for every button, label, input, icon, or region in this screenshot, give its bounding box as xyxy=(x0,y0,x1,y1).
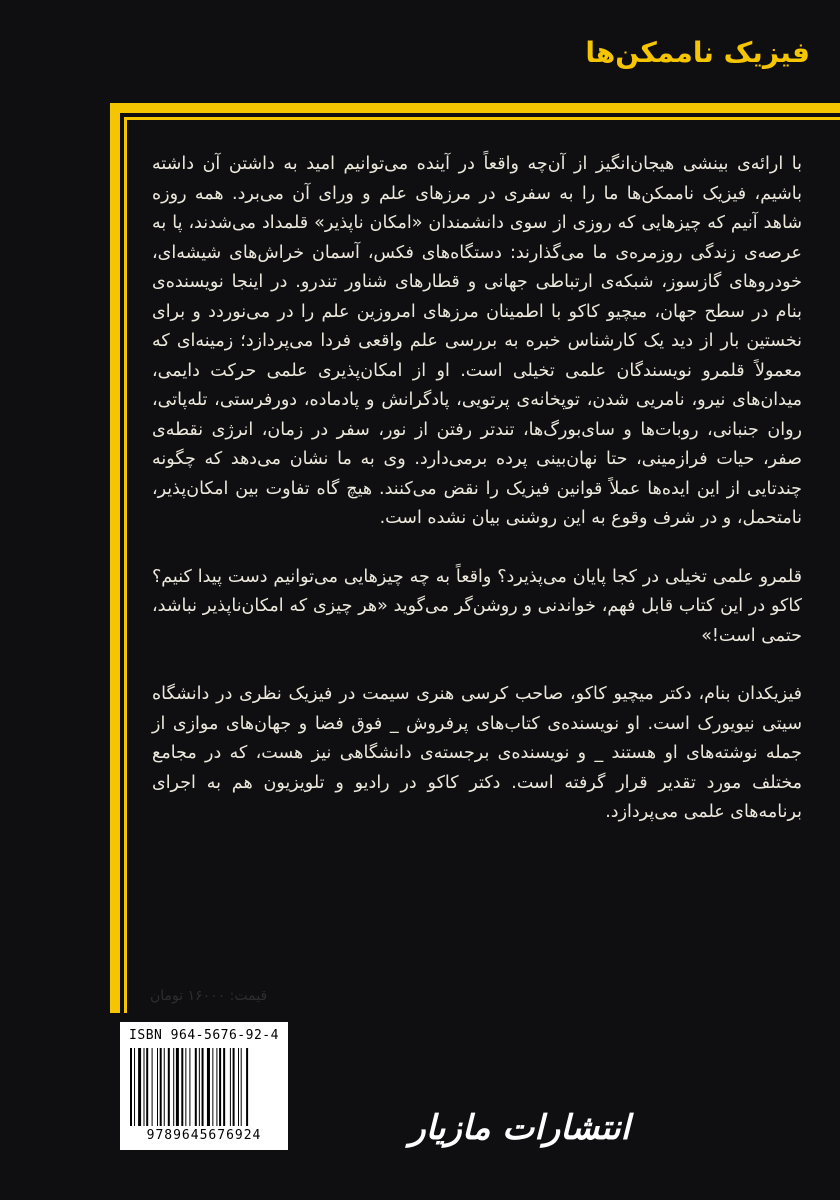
book-title: فیزیک ناممکن‌ها xyxy=(585,36,810,69)
author-bio: فیزیکدان بنام، دکتر میچیو کاکو، صاحب کرسی هنری سیمت در فیزیک نظری در دانشگاه سیتی نیویورک است. او نویسنده‌ی کتاب‌های پرفروش _ فوق فضا و جهان‌های موازی از جمله نوشته‌های او هستند _ و نویسنده‌ی برجسته‌ی دانشگاهی نیز هست، که در مجامع مختلف مورد تقدیر قرار گرفته است. دکتر کاکو در رادیو و تلویزیون هم به اجرای برنامه‌های علمی می‌پردازد. xyxy=(152,684,802,822)
frame-line xyxy=(110,103,840,113)
isbn-text: ISBN 964-5676-92-4 xyxy=(129,1028,279,1043)
publisher-logo: انتشارات مازیار xyxy=(409,1108,630,1148)
barcode xyxy=(120,1022,288,1150)
barcode-icon xyxy=(130,1048,278,1126)
blurb-paragraph: با ارائه‌ی بینشی هیجان‌انگیز از آن‌چه واقعاً در آینده می‌توانیم امید به داشتن آن داشته باشیم، فیزیک ناممکن‌ها ما را به سفری در مرزهای علم و ورای آن می‌برد. همه روزه شاهد آنیم که چیزهایی که روزی از سوی دانشمندان «امکان ناپذیر» قلمداد می‌شدند، پا به عرصه‌ی زندگی روزمره‌ی ما می‌گذارند: دستگاه‌های فکس، آسمان خراش‌های شیشه‌ای، خودروهای گازسوز، شبکه‌ی ارتباطی جهانی و قطارهای شناور تندرو. در اینجا نویسنده‌ی بنام در سطح جهان، میچیو کاکو با اطمینان مرزهای امروزین علم را در می‌نوردد و برای نخستین بار از دید یک کارشناس خبره به بررسی علم واقعی فردا می‌پردازد؛ زمینه‌ای که معمولاً قلمرو نویسندگان علمی تخیلی است. او از امکان‌پذیری علمی حرکت دایمی، میدان‌های نیرو، نامریی شدن، توپخانه‌ی پرتویی، پادگرانش و پادماده، دورفرستی، تله‌پاتی، روان جنبانی، روبات‌ها و سای‌بورگ‌ها، تندتر رفتن از نور، سفر در زمان، انرژی نقطه‌ی صفر، حیات فرازمینی، حتا نهان‌بینی پرده برمی‌دارد. وی به ما نشان می‌دهد که چگونه چندتایی از این ایده‌ها عملاً قوانین فیزیک را نقض می‌کنند. هیچ گاه تفاوت بین امکان‌پذیر، نامتحمل، و در شرف وقوع به این روشنی بیان نشده است. xyxy=(152,154,802,528)
blurb xyxy=(152,150,802,857)
barcode-number: 9789645676924 xyxy=(146,1128,262,1143)
blurb-paragraph: قلمرو علمی تخیلی در کجا پایان می‌پذیرد؟ واقعاً به چه چیزهایی می‌توانیم دست پیدا کنیم؟ کاکو در این کتاب قابل فهم، خواندنی و روشن‌گر می‌گوید «هر چیزی که امکان‌ناپذیر نباشد، حتمی است!» xyxy=(152,566,802,646)
frame-line xyxy=(124,117,840,120)
frame-line xyxy=(110,103,120,1013)
frame-line xyxy=(124,117,127,1013)
price-label: قیمت: ۱۶۰۰۰ تومان xyxy=(150,988,268,1004)
